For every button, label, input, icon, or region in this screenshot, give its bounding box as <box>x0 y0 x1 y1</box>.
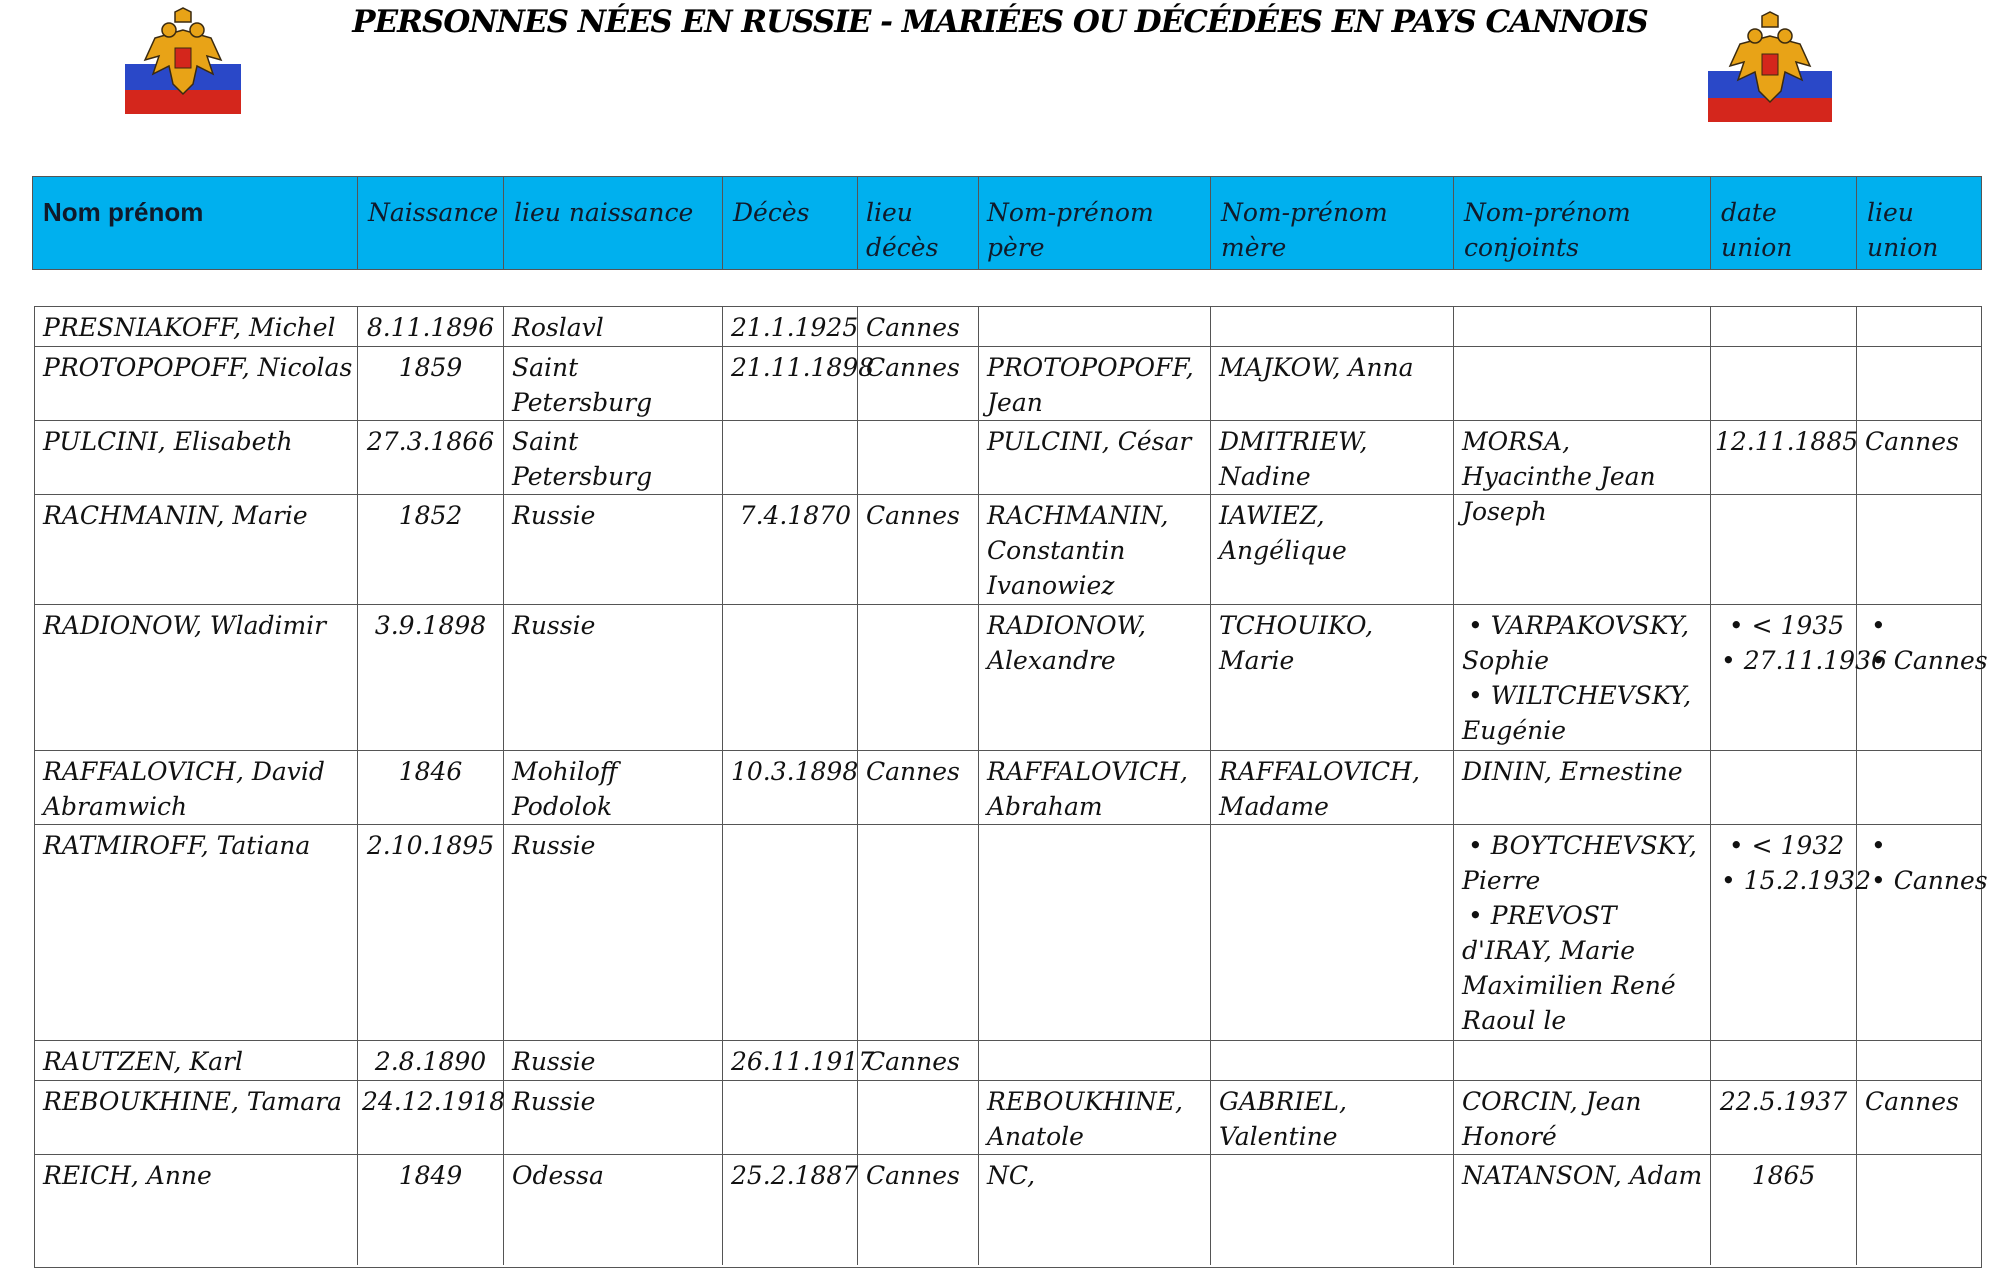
table-row <box>35 1041 1981 1081</box>
cell-nom: REBOUKHINE, Tamara <box>35 1081 358 1154</box>
cell-pere <box>979 307 1211 346</box>
cell-nom: PROTOPOPOFF, Nicolas <box>35 347 358 420</box>
cell-date-union <box>1711 825 1871 1040</box>
cell-lieu-union <box>1857 605 1988 750</box>
list-item: • < 1932 <box>1715 828 1852 863</box>
cell-deces: 10.3.1898 <box>723 751 858 824</box>
cell-naissance: 3.9.1898 <box>358 605 504 750</box>
cell-date-union <box>1711 307 1857 346</box>
list-item: • 15.2.1932 <box>1715 863 1852 898</box>
cell-pere: REBOUKHINE, Anatole <box>979 1081 1211 1154</box>
list-item: • Cannes <box>1865 643 1977 678</box>
cell-mere: RAFFALOVICH, Madame <box>1211 751 1454 824</box>
cell-lieu-naissance: Russie <box>504 825 723 1040</box>
cell-deces: 21.11.1898 <box>723 347 858 420</box>
table-row <box>35 495 1981 605</box>
list-item: • Cannes <box>1865 863 1977 898</box>
cell-deces <box>723 605 858 750</box>
cell-lieu-deces: Cannes <box>858 347 979 420</box>
cell-date-union <box>1711 751 1857 824</box>
cell-lieu-union: Cannes <box>1865 427 1959 456</box>
cell-lieu-union <box>1857 1155 1981 1265</box>
cell-lieu-naissance: Saint Petersburg <box>504 347 723 420</box>
cell-conjoints <box>1454 1041 1711 1080</box>
header-mere: Nom-prénom mère <box>1211 177 1454 269</box>
russian-imperial-flag-icon <box>1708 12 1832 122</box>
russian-imperial-flag-icon <box>125 8 241 114</box>
cell-naissance: 1846 <box>358 751 504 824</box>
cell-lieu-naissance: Odessa <box>504 1155 723 1265</box>
cell-lieu-union <box>1857 347 1981 420</box>
cell-lieu-deces <box>858 825 979 1040</box>
cell-lieu-naissance: Saint Petersburg <box>504 421 723 494</box>
cell-lieu-union: Cannes <box>1865 1087 1959 1116</box>
cell-lieu-naissance: Russie <box>504 1041 723 1080</box>
cell-mere <box>1211 825 1454 1040</box>
cell-date-union <box>1711 605 1887 750</box>
cell-lieu-deces <box>858 421 979 494</box>
table-row <box>35 751 1981 825</box>
cell-conjoints <box>1454 307 1711 346</box>
cell-conjoints: NATANSON, Adam <box>1454 1155 1711 1265</box>
table-row <box>35 1155 1981 1265</box>
cell-nom: REICH, Anne <box>35 1155 358 1265</box>
cell-nom: PULCINI, Elisabeth <box>35 421 358 494</box>
cell-naissance: 27.3.1866 <box>358 421 504 494</box>
cell-date-union <box>1711 347 1857 420</box>
table-row <box>35 605 1988 751</box>
table-row <box>35 307 1981 347</box>
list-item: • PREVOST d'IRAY, Marie Maximilien René Raoul le <box>1462 898 1706 1038</box>
cell-pere: PULCINI, César <box>979 421 1211 494</box>
cell-deces <box>723 1081 858 1154</box>
cell-mere: GABRIEL, Valentine <box>1211 1081 1454 1154</box>
header-naissance: Naissance <box>358 177 504 269</box>
cell-deces <box>723 421 858 494</box>
header-lieu-naissance: lieu naissance <box>504 177 723 269</box>
cell-mere: DMITRIEW, Nadine <box>1211 421 1454 494</box>
cell-naissance: 2.8.1890 <box>358 1041 504 1080</box>
cell-pere: RACHMANIN, Constantin Ivanowiez <box>979 495 1211 604</box>
cell-nom: RADIONOW, Wladimir <box>35 605 358 750</box>
header-deces: Décès <box>723 177 858 269</box>
cell-mere <box>1211 307 1454 346</box>
cell-conjoints <box>1454 347 1711 420</box>
list-item: • 27.11.1936 <box>1715 643 1852 678</box>
cell-date-union: 22.5.1937 <box>1711 1081 1857 1154</box>
cell-mere <box>1211 1041 1454 1080</box>
cell-lieu-naissance: Russie <box>504 495 723 604</box>
header-lieu-deces: lieu décès <box>858 177 979 269</box>
cell-nom: RAFFALOVICH, David Abramwich <box>35 751 358 824</box>
cell-pere <box>979 825 1211 1040</box>
cell-lieu-deces: Cannes <box>858 751 979 824</box>
cell-deces: 26.11.1917 <box>723 1041 858 1080</box>
list-item <box>1865 828 1977 863</box>
cell-lieu-deces <box>858 605 979 750</box>
cell-conjoints <box>1454 495 1711 604</box>
cell-mere: IAWIEZ, Angélique <box>1211 495 1454 604</box>
cell-deces: 7.4.1870 <box>723 495 858 604</box>
cell-date-union: 1865 <box>1711 1155 1857 1265</box>
list-item: • BOYTCHEVSKY, Pierre <box>1462 828 1706 898</box>
cell-lieu-union <box>1857 495 1981 604</box>
cell-lieu-naissance: Roslavl <box>504 307 723 346</box>
cell-mere: TCHOUIKO, Marie <box>1211 605 1454 750</box>
cell-deces: 21.1.1925 <box>723 307 858 346</box>
cell-date-union <box>1711 1041 1857 1080</box>
cell-lieu-union <box>1857 751 1981 824</box>
cell-lieu-deces <box>858 1081 979 1154</box>
cell-nom: PRESNIAKOFF, Michel <box>35 307 358 346</box>
cell-naissance: 2.10.1895 <box>358 825 504 1040</box>
cell-nom: RAUTZEN, Karl <box>35 1041 358 1080</box>
cell-naissance: 1849 <box>358 1155 504 1265</box>
cell-conjoints: MORSA, Hyacinthe Jean Joseph <box>1454 421 1711 494</box>
header-date-union: date union <box>1711 177 1857 269</box>
records-table <box>34 306 1988 1268</box>
cell-date-union: 12.11.1885 <box>1711 421 1857 494</box>
cell-lieu-deces: Cannes <box>858 495 979 604</box>
cell-pere: NC, <box>979 1155 1211 1265</box>
cell-lieu-naissance: Russie <box>504 605 723 750</box>
cell-conjoints <box>1454 825 1711 1040</box>
cell-conjoints: DININ, Ernestine <box>1454 751 1711 824</box>
cell-naissance: 8.11.1896 <box>358 307 504 346</box>
cell-lieu-naissance: Mohiloff Podolok <box>504 751 723 824</box>
cell-date-union <box>1711 495 1857 604</box>
cell-lieu-deces: Cannes <box>858 1155 979 1265</box>
cell-naissance: 1852 <box>358 495 504 604</box>
cell-lieu-deces: Cannes <box>858 1041 979 1080</box>
header-conjoints: Nom-prénom conjoints <box>1454 177 1711 269</box>
cell-naissance: 1859 <box>358 347 504 420</box>
page-title: PERSONNES NÉES EN RUSSIE - MARIÉES OU DÉCÉDÉES EN PAYS CANNOIS <box>352 4 1648 40</box>
cell-lieu-union <box>1857 1041 1981 1080</box>
cell-nom: RATMIROFF, Tatiana <box>35 825 358 1040</box>
list-item: • WILTCHEVSKY, Eugénie <box>1462 678 1706 748</box>
cell-lieu-union <box>1857 307 1981 346</box>
cell-conjoints: CORCIN, Jean Honoré <box>1454 1081 1711 1154</box>
list-item: • < 1935 <box>1715 608 1852 643</box>
list-item: • VARPAKOVSKY, Sophie <box>1462 608 1706 678</box>
cell-pere: RADIONOW, Alexandre <box>979 605 1211 750</box>
cell-deces <box>723 825 858 1040</box>
cell-naissance: 24.12.1918 <box>358 1081 504 1154</box>
cell-conjoints <box>1454 605 1711 750</box>
header-nom-prenom: Nom prénom <box>33 177 358 269</box>
table-row <box>35 347 1981 421</box>
cell-pere: PROTOPOPOFF, Jean <box>979 347 1211 420</box>
header-pere: Nom-prénom père <box>979 177 1211 269</box>
cell-pere: RAFFALOVICH, Abraham <box>979 751 1211 824</box>
table-row <box>35 825 1988 1041</box>
cell-mere: MAJKOW, Anna <box>1211 347 1454 420</box>
cell-lieu-deces: Cannes <box>858 307 979 346</box>
cell-lieu-union <box>1857 825 1988 1040</box>
table-header <box>32 176 1982 270</box>
list-item <box>1865 608 1977 643</box>
header-lieu-union: lieu union <box>1867 198 1939 262</box>
cell-lieu-naissance: Russie <box>504 1081 723 1154</box>
cell-mere <box>1211 1155 1454 1265</box>
table-row <box>35 1081 1981 1155</box>
cell-nom: RACHMANIN, Marie <box>35 495 358 604</box>
cell-deces: 25.2.1887 <box>723 1155 858 1265</box>
cell-pere <box>979 1041 1211 1080</box>
